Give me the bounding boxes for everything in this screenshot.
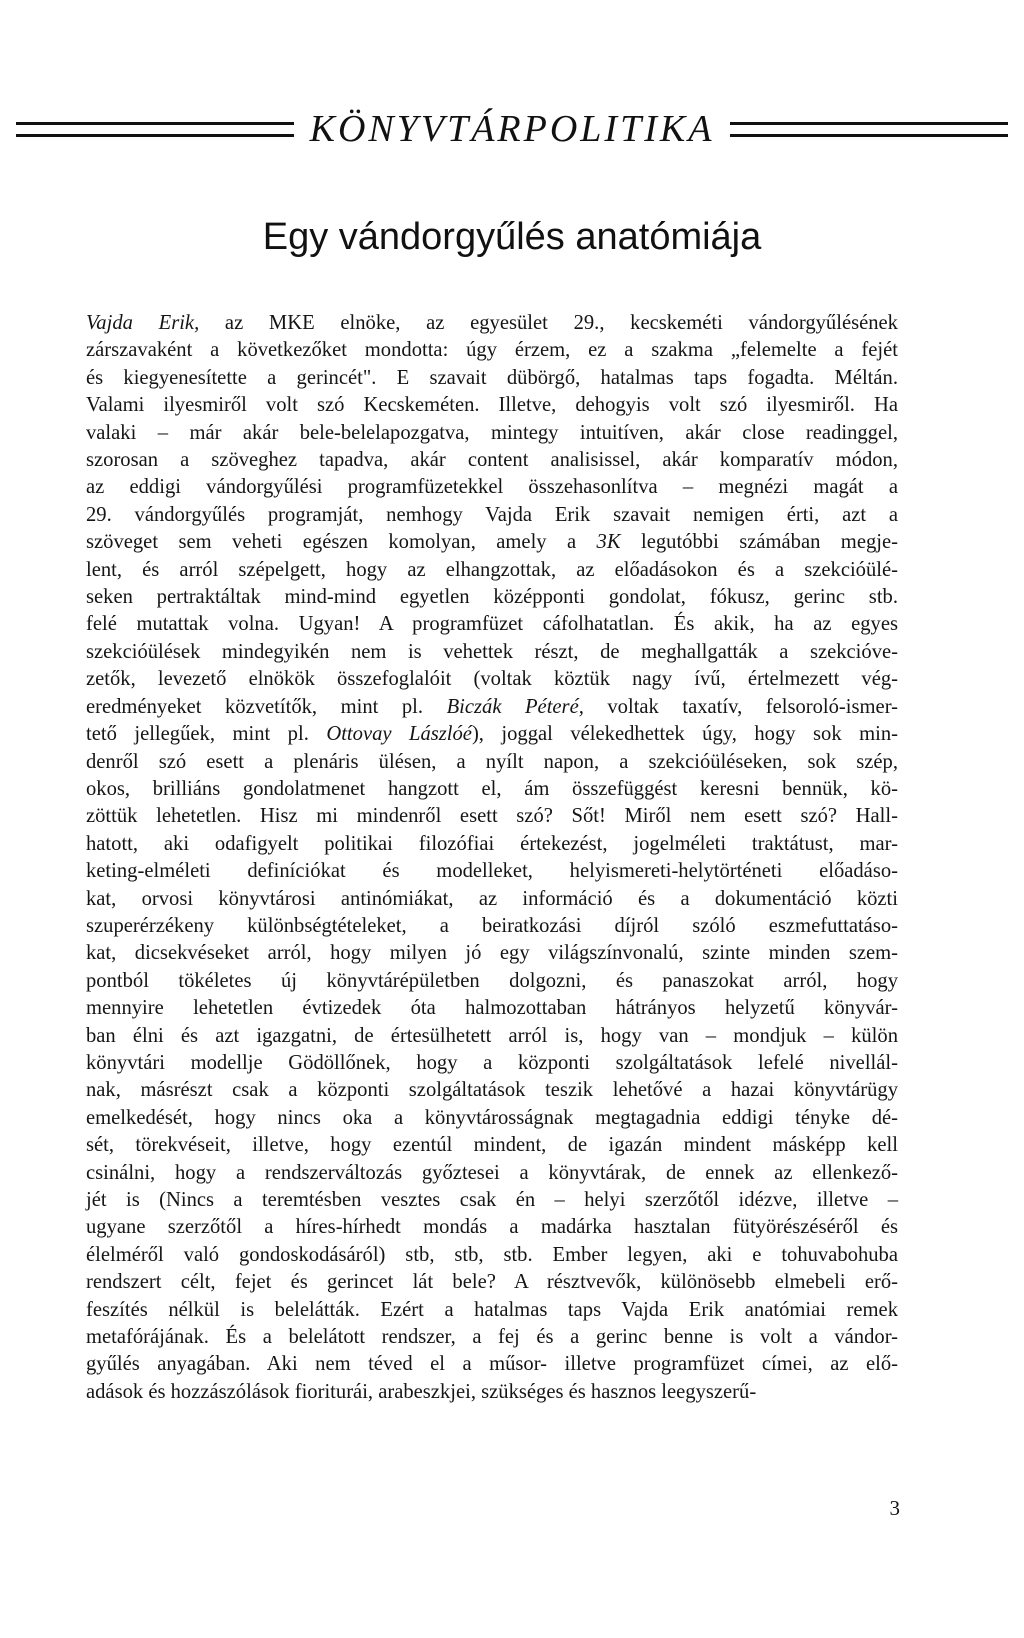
body-line (86, 502, 898, 529)
text-run: eredményeket közvetítők, mint pl. (86, 695, 447, 718)
text-run: zetők, levezető elnökök összefoglalóit (voltak köztük nagy ívű, értelmezett vég- (86, 668, 898, 691)
text-run: pontból tökéletes új könyvtárépületben dolgozni, és panaszokat arról, hogy (86, 969, 898, 992)
body-line (86, 831, 898, 858)
article-body (86, 310, 898, 1406)
body-line (86, 776, 898, 803)
body-line (86, 1242, 898, 1269)
italic-name: 3K (596, 531, 621, 554)
section-header (16, 104, 1008, 154)
body-line (86, 913, 898, 940)
text-run: sét, törekvéseit, illetve, hogy ezentúl mindent, de igazán mindent másképp kell (86, 1134, 898, 1157)
italic-name: Biczák Péteré, (446, 695, 584, 718)
body-line (86, 611, 898, 638)
section-title: KÖNYVTÁRPOLITIKA (309, 108, 715, 150)
body-line (86, 721, 898, 748)
body-line (86, 584, 898, 611)
italic-name: Ottovay Lászlóé (326, 723, 472, 746)
body-line (86, 1050, 898, 1077)
body-line (86, 803, 898, 830)
body-line (86, 1187, 898, 1214)
text-run: legutóbbi számában megje- (620, 531, 898, 554)
text-run: jét is (Nincs a teremtésben vesztes csak én – helyi szerzőtől idézve, illetve – (86, 1189, 898, 1211)
body-line (86, 1351, 898, 1378)
body-line (86, 694, 898, 721)
header-rule-right (730, 122, 1008, 137)
header-rule-left (16, 122, 294, 137)
article-title: Egy vándorgyűlés anatómiája (262, 216, 762, 258)
body-line (86, 365, 898, 392)
text-run: hatott, aki odafigyelt politikai filozófiai értekezést, jogelméleti traktátust, mar- (86, 832, 898, 855)
text-run: okos, brilliáns gondolatmenet hangzott el, ám összefüggést keresni bennük, kö- (86, 777, 898, 800)
text-run: voltak taxatív, felsoroló-ismer- (583, 695, 898, 718)
body-line (86, 1132, 898, 1159)
body-line (86, 749, 898, 776)
text-run: nak, másrészt csak a központi szolgáltatások teszik lehetővé a hazai könyvtárügy (86, 1079, 898, 1102)
body-line (86, 666, 898, 693)
text-run: metafórájának. És a belelátott rendszer, a fej és a gerinc benne is volt a vándor- (86, 1326, 898, 1349)
text-run: az MKE elnöke, az egyesület 29., kecskeméti vándorgyűlésének (199, 312, 898, 334)
text-run: seken pertraktáltak mind-mind egyetlen középponti gondolat, fókusz, gerinc stb. (86, 586, 898, 609)
text-run: szekcióülések mindegyikén nem is vehettek részt, de meghallgatták a szekcióve- (86, 640, 898, 663)
body-line (86, 420, 898, 447)
body-line (86, 310, 898, 337)
body-line (86, 886, 898, 913)
text-run: ugyane szerzőtől a híres-hírhedt mondás a madárka hasztalan fütyörészéséről és (86, 1216, 898, 1239)
body-line (86, 1379, 898, 1406)
body-line (86, 447, 898, 474)
text-run: zöttük lehetetlen. Hisz mi mindenről esett szó? Sőt! Miről nem esett szó? Hall- (86, 805, 898, 828)
text-run: tető jellegűek, mint pl. (86, 723, 327, 746)
text-run: felé mutattak volna. Ugyan! A programfüzet cáfolhatatlan. És akik, ha az egyes (86, 613, 898, 636)
text-run: könyvtári modellje Gödöllőnek, hogy a központi szolgáltatások lefelé nivellál- (86, 1051, 898, 1074)
text-run: emelkedését, hogy nincs oka a könyvtárosságnak megtagadnia eddigi tényke dé- (86, 1106, 898, 1129)
body-line (86, 474, 898, 501)
body-line (86, 557, 898, 584)
body-line (86, 392, 898, 419)
body-line (86, 1160, 898, 1187)
body-line (86, 337, 898, 364)
text-run: keting-elméleti definíciókat és modelleket, helyismereti-helytörténeti előadáso- (86, 860, 898, 883)
text-run: Valami ilyesmiről volt szó Kecskeméten. Illetve, dehogyis volt szó ilyesmiről. Ha (86, 394, 898, 417)
text-run: feszítés nélkül is belelátták. Ezért a hatalmas taps Vajda Erik anatómiai remek (86, 1298, 898, 1321)
text-run: és kiegyenesítette a gerincét". E szavait dübörgő, hatalmas taps fogadta. Méltán. (86, 366, 898, 389)
body-line (86, 529, 898, 556)
text-run: zárszavaként a következőket mondotta: úgy érzem, ez a szakma „felemelte a fejét (86, 339, 898, 362)
body-line (86, 1297, 898, 1324)
text-run: élelméről való gondoskodásáról) stb, stb, stb. Ember legyen, aki e tohuvabohuba (86, 1243, 898, 1266)
text-run: 29. vándorgyűlés programját, nemhogy Vajda Erik szavait nemigen érti, azt a (86, 503, 898, 526)
body-line (86, 1324, 898, 1351)
body-line (86, 940, 898, 967)
body-line (86, 1105, 898, 1132)
page-number: 3 (889, 1496, 900, 1520)
text-run: mennyire lehetetlen évtizedek óta halmozottaban hátrányos helyzetű könyvár- (86, 997, 898, 1020)
text-run: lent, és arról szépelgett, hogy az elhangzottak, az előadásokon és a szekcióülé- (86, 558, 898, 581)
text-run: az eddigi vándorgyűlési programfüzetekkel összehasonlítva – megnézi magát a (86, 476, 898, 499)
body-line (86, 968, 898, 995)
body-line (86, 1269, 898, 1296)
body-line (86, 1077, 898, 1104)
text-run: kat, orvosi könyvtárosi antinómiákat, az információ és a dokumentáció közti (86, 887, 898, 910)
text-run: szorosan a szöveghez tapadva, akár content analisissel, akár komparatív módon, (86, 449, 898, 472)
text-run: adások és hozzászólások fioriturái, arabeszkjei, szükséges és hasznos leegyszerű- (86, 1380, 757, 1403)
text-run: rendszert célt, fejet és gerincet lát bele? A résztvevők, különösebb elmebeli erő- (86, 1271, 898, 1294)
body-line (86, 1023, 898, 1050)
body-line (86, 1214, 898, 1241)
text-run: szuperérzékeny különbségtételeket, a beiratkozási díjról szóló eszmefuttatáso- (86, 914, 898, 937)
text-run: szöveget sem veheti egészen komolyan, amely a (86, 531, 597, 554)
text-run: denről szó esett a plenáris ülésen, a nyílt napon, a szekcióüléseken, sok szép, (86, 750, 898, 773)
text-run: gyűlés anyagában. Aki nem téved el a műsor- illetve programfüzet címei, az elő- (86, 1353, 898, 1376)
text-run: ), joggal vélekedhettek úgy, hogy sok min- (471, 723, 898, 746)
text-run: ban élni és azt igazgatni, de értesülhetett arról is, hogy van – mondjuk – külön (86, 1024, 898, 1047)
text-run: valaki – már akár bele-belelapozgatva, mintegy intuitíven, akár close readinggel, (86, 421, 898, 444)
body-line (86, 639, 898, 666)
italic-name: Vajda Erik, (86, 312, 200, 334)
body-line (86, 858, 898, 885)
text-run: csinálni, hogy a rendszerváltozás győztesei a könyvtárak, de ennek az ellenkező- (86, 1161, 898, 1184)
body-line (86, 995, 898, 1022)
text-run: kat, dicsekvéseket arról, hogy milyen jó egy világszínvonalú, szinte minden szem- (86, 942, 898, 965)
